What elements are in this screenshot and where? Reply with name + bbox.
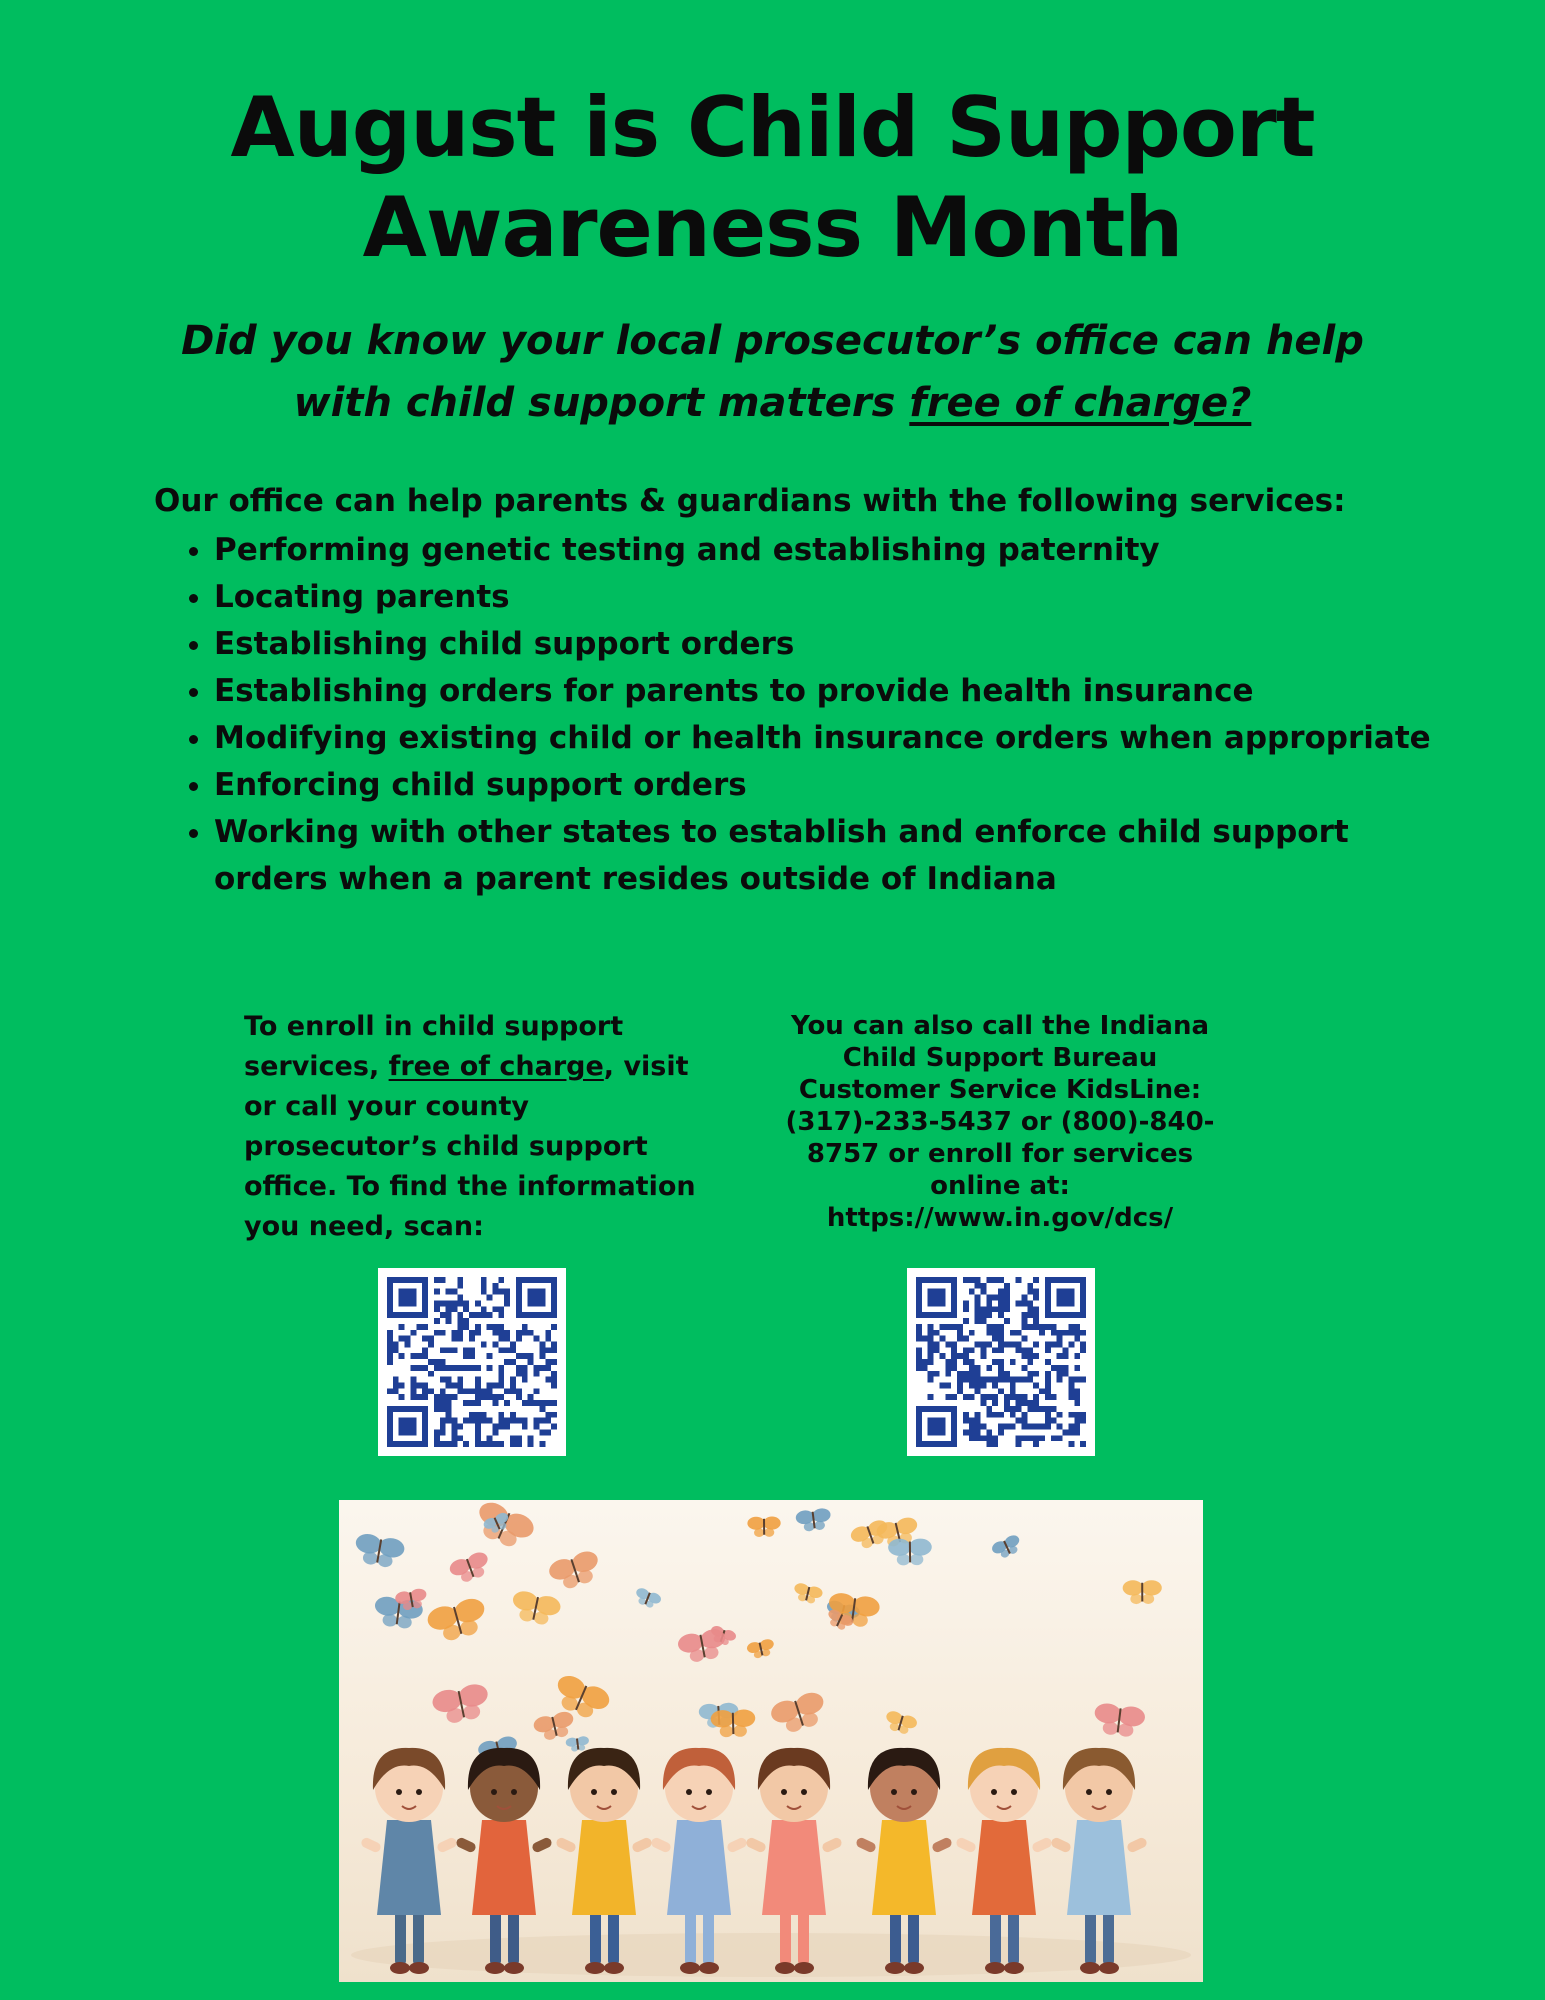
- enroll-free-of-charge: free of charge: [388, 1051, 604, 1082]
- butterfly-icon: [1092, 1702, 1146, 1739]
- butterfly-icon: [565, 1736, 590, 1753]
- enroll-text-suffix: , visit or call your county prosecutor’s child support office. To find the information you need, scan:: [244, 1051, 696, 1242]
- butterfly-icon: [768, 1689, 829, 1737]
- subtitle-line-2: [0, 372, 1545, 434]
- butterfly-icon: [633, 1586, 663, 1610]
- service-item: • Establishing child support orders: [214, 621, 1454, 668]
- butterfly-icon: [546, 1548, 603, 1593]
- qr-code-icon: [916, 1277, 1086, 1447]
- subtitle: [0, 310, 1545, 434]
- subtitle-line-1: Did you know your local prosecutor’s office can help: [181, 318, 1364, 364]
- services-intro: Our office can help parents & guardians with the following services:: [154, 483, 1346, 519]
- enroll-text-prefix: To enroll in child support services,: [244, 1011, 624, 1082]
- illustration-art: [339, 1500, 1203, 1982]
- title-line-1: August is Child Support: [230, 79, 1315, 176]
- butterfly-icon: [883, 1709, 919, 1736]
- qr-code-icon: [387, 1277, 557, 1447]
- children-butterflies-illustration: [339, 1500, 1203, 1982]
- child-figure: [360, 1748, 458, 1974]
- title-line-2: Awareness Month: [362, 179, 1183, 276]
- butterfly-icon: [447, 1550, 493, 1586]
- butterfly-icon: [430, 1682, 492, 1727]
- butterflies: [352, 1500, 1161, 1767]
- prosecutor-qr-code[interactable]: [378, 1268, 566, 1456]
- butterfly-icon: [425, 1596, 491, 1646]
- kidsline-line: 8757 or enroll for services: [806, 1139, 1194, 1169]
- page-title: [0, 78, 1545, 278]
- butterfly-icon: [888, 1538, 932, 1565]
- dcs-website-link[interactable]: https://www.in.gov/dcs/: [826, 1203, 1174, 1233]
- butterfly-icon: [509, 1589, 562, 1628]
- enroll-instructions: [244, 1007, 704, 1247]
- kidsline-line: online at:: [930, 1171, 1070, 1201]
- butterfly-icon: [747, 1516, 780, 1537]
- butterfly-icon: [352, 1532, 405, 1570]
- kidsline-info: [770, 1010, 1230, 1234]
- service-item: • Locating parents: [214, 574, 1454, 621]
- butterfly-icon: [792, 1582, 824, 1606]
- service-item: • Performing genetic testing and establishing paternity: [214, 527, 1454, 574]
- service-item: • Modifying existing child or health insurance orders when appropriate: [214, 715, 1454, 762]
- subtitle-line-2-text: with child support matters: [293, 380, 910, 426]
- kidsline-line: Child Support Bureau: [842, 1043, 1158, 1073]
- butterfly-icon: [710, 1709, 755, 1737]
- free-of-charge-emphasis: free of charge?: [909, 380, 1252, 426]
- butterfly-icon: [676, 1627, 728, 1665]
- butterfly-icon: [1123, 1580, 1162, 1604]
- dcs-qr-code[interactable]: [907, 1268, 1095, 1456]
- kidsline-line: You can also call the Indiana: [791, 1011, 1209, 1041]
- kidsline-line: Customer Service KidsLine:: [798, 1075, 1202, 1105]
- services-list: [154, 527, 1454, 903]
- service-item: • Establishing orders for parents to provide health insurance: [214, 668, 1454, 715]
- service-item: • Working with other states to establish and enforce child support orders when a parent resides outside of Indiana: [214, 809, 1454, 903]
- butterfly-icon: [746, 1638, 776, 1660]
- butterfly-icon: [795, 1507, 832, 1532]
- service-item: • Enforcing child support orders: [214, 762, 1454, 809]
- butterfly-icon: [990, 1533, 1024, 1561]
- kidsline-phone: (317)-233-5437 or (800)-840-: [785, 1107, 1215, 1137]
